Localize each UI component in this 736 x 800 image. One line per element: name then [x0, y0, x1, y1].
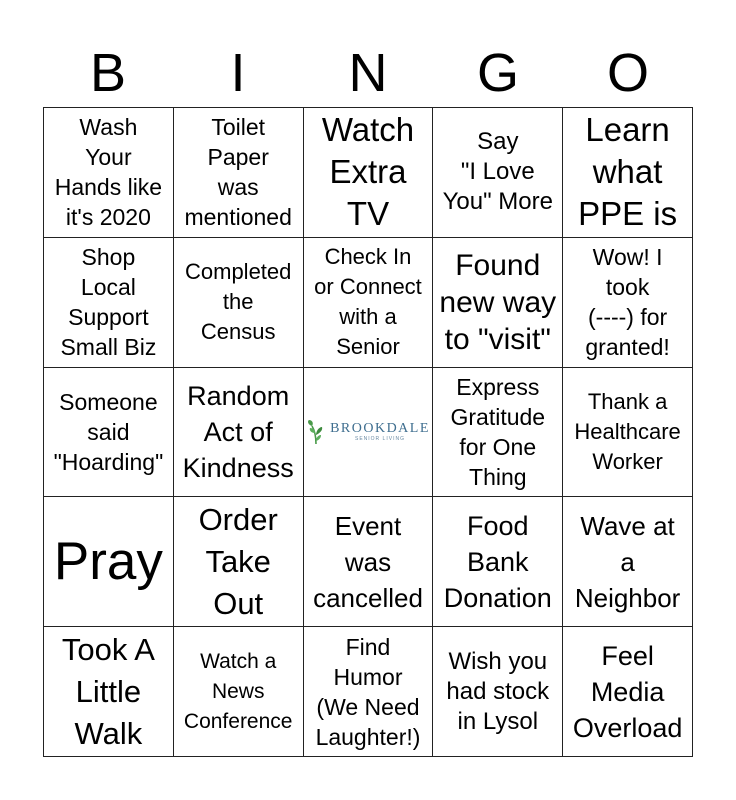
cell-text: Event was cancelled [313, 510, 423, 613]
bingo-card [43, 107, 693, 757]
bingo-cell[interactable] [304, 108, 434, 238]
header-letter-n: N [348, 43, 388, 103]
cell-text: Feel Media Overload [572, 640, 683, 743]
bingo-cell[interactable] [174, 108, 304, 238]
cell-text: Random Act of Kindness [182, 380, 294, 483]
cell-text: Food Bank Donation [443, 510, 552, 613]
bingo-cell[interactable] [174, 497, 304, 627]
cell-text: Wow! I took (----) for granted! [585, 244, 670, 361]
cell-text: Wave at a Neighbor [574, 510, 681, 613]
bingo-cell[interactable] [563, 497, 693, 627]
logo-wordmark: BROOKDALE [330, 421, 430, 437]
bingo-cell[interactable] [44, 238, 174, 368]
bingo-cell[interactable] [433, 627, 563, 757]
bingo-cell[interactable] [174, 368, 304, 498]
cell-text: Someone said "Hoarding" [53, 388, 164, 475]
bingo-cell[interactable] [433, 238, 563, 368]
header-letter-b: B [89, 43, 127, 103]
header-letter-o: O [606, 43, 649, 103]
header-letter-g: G [476, 43, 519, 103]
bingo-cell[interactable] [563, 108, 693, 238]
bingo-cell[interactable] [563, 368, 693, 498]
cell-text: Watch a News Conference [183, 649, 293, 733]
cell-text: Learn what PPE is [578, 111, 678, 233]
cell-text: Watch Extra TV [321, 111, 415, 233]
bingo-cell[interactable] [563, 627, 693, 757]
cell-text: Shop Local Support Small Biz [60, 244, 157, 361]
bingo-cell[interactable] [44, 108, 174, 238]
cell-text: Check In or Connect with a Senior [314, 244, 422, 360]
bingo-cell[interactable] [44, 627, 174, 757]
cell-text: Wish you had stock in Lysol [446, 647, 550, 735]
bingo-cell[interactable] [433, 497, 563, 627]
leaf-icon [306, 419, 326, 445]
cell-text: Wash Your Hands like it's 2020 [54, 114, 163, 231]
bingo-cell[interactable] [44, 497, 174, 627]
cell-text: Found new way to "visit" [439, 248, 557, 356]
cell-text: Order Take Out [198, 501, 278, 621]
bingo-cell[interactable] [304, 238, 434, 368]
cell-text: Completed the Census [185, 259, 292, 345]
bingo-cell[interactable] [44, 368, 174, 498]
cell-text: Pray [53, 531, 163, 591]
cell-text: Say "I Love You" More [442, 128, 553, 216]
cell-text: Toilet Paper was mentioned [184, 114, 292, 231]
logo-tagline: SENIOR LIVING [355, 436, 405, 443]
cell-text: Thank a Healthcare Worker [574, 388, 681, 474]
bingo-cell[interactable] [433, 108, 563, 238]
cell-text: Find Humor (We Need Laughter!) [315, 633, 421, 750]
bingo-header [43, 40, 693, 106]
bingo-cell[interactable] [304, 627, 434, 757]
bingo-cell[interactable] [174, 627, 304, 757]
brookdale-logo [306, 419, 430, 445]
free-space[interactable] [304, 368, 434, 498]
bingo-cell[interactable] [433, 368, 563, 498]
bingo-cell[interactable] [304, 497, 434, 627]
cell-text: Express Gratitude for One Thing [450, 373, 546, 490]
cell-text: Took A Little Walk [61, 631, 155, 751]
bingo-cell[interactable] [174, 238, 304, 368]
bingo-cell[interactable] [563, 238, 693, 368]
header-letter-i: I [230, 43, 246, 103]
